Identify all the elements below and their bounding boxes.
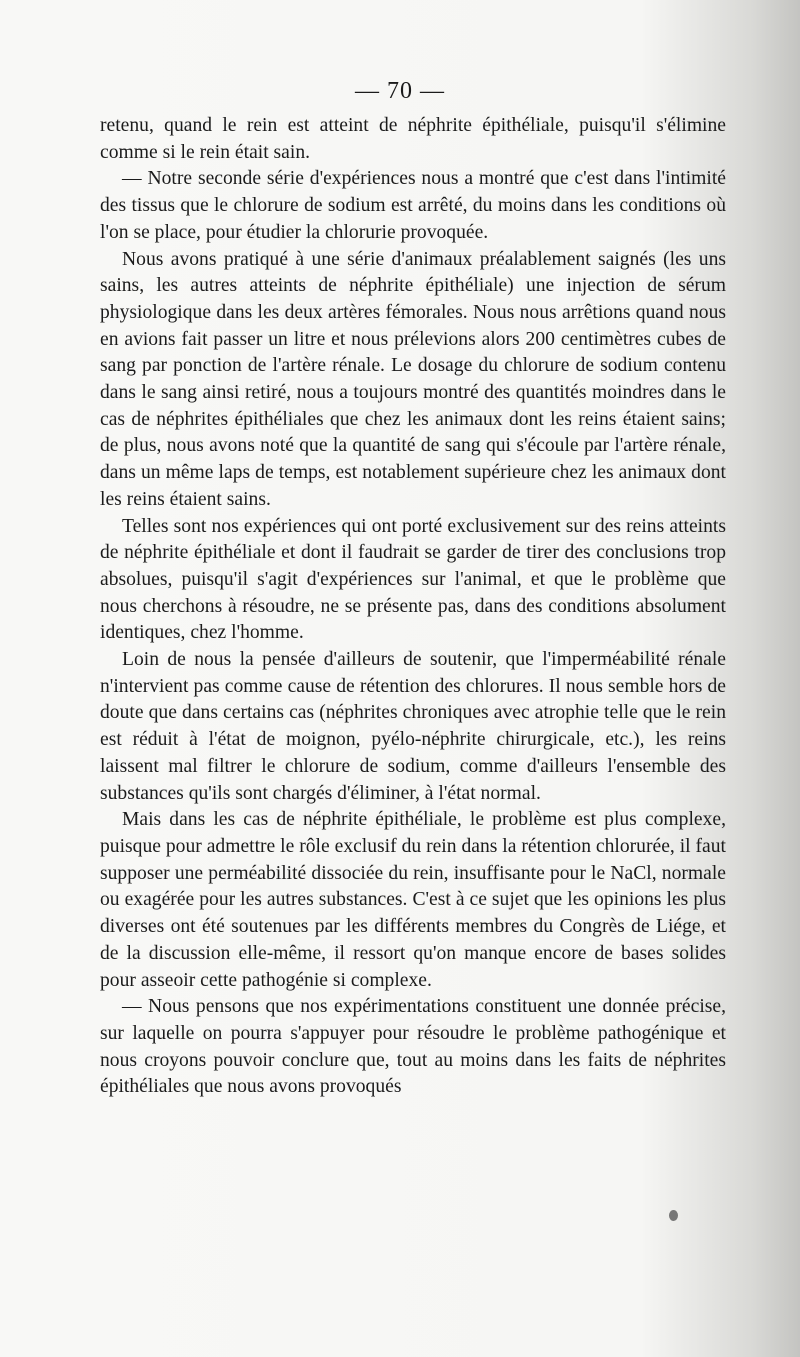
ink-speck <box>669 1210 678 1221</box>
paragraph: Nous avons pratiqué à une série d'animaux préalablement saignés (les uns sains, les autres atteints de néphrite épithéliale) une injection de sérum physiologique dans les deux artères fémorales. Nous nous arrêtions quand nous en avions fait passer un litre et nous prélevions alors 200 centimètres cubes de sang par ponction de l'artère rénale. Le dosage du chlorure de sodium contenu dans le sang ainsi retiré, nous a toujours montré des quantités moindres dans le cas de néphrites épithéliales que chez les animaux dont les reins étaient sains; de plus, nous avons noté que la quantité de sang qui s'écoule par l'artère rénale, dans un même laps de temps, est notablement supérieure chez les animaux dont les reins étaient sains. <box>100 248 726 510</box>
page-text-body <box>100 113 726 1101</box>
paragraph: Loin de nous la pensée d'ailleurs de soutenir, que l'imperméabilité rénale n'intervient pas comme cause de rétention des chlorures. Il nous semble hors de doute que dans certains cas (néphrites chroniques avec atrophie telle que le rein est réduit à l'état de moignon, pyélo-néphrite chirurgicale, etc.), les reins laissent mal filtrer le chlorure de sodium, comme d'ailleurs l'ensemble des substances qu'ils sont chargés d'éliminer, à l'état normal. <box>100 649 726 804</box>
paragraph: — Notre seconde série d'expériences nous a montré que c'est dans l'intimité des tissus que le chlorure de sodium est arrêté, du moins dans les conditions où l'on se place, pour étudier la chlorurie provoquée. <box>100 168 726 243</box>
paragraph: — Nous pensons que nos expérimentations constituent une donnée précise, sur laquelle on pourra s'appuyer pour résoudre le problème pathogénique et nous croyons pouvoir conclure que, tout au moins dans les faits de néphrites épithéliales que nous avons provoqués <box>100 996 726 1098</box>
paragraph: Telles sont nos expériences qui ont porté exclusivement sur des reins atteints de néphrite épithéliale et dont il faudrait se garder de tirer des conclusions trop absolues, puisqu'il s'agit d'expériences sur l'animal, et que le problème que nous cherchons à résoudre, ne se présente pas, dans des conditions absolument identiques, chez l'homme. <box>100 515 726 644</box>
paragraph-continuation: retenu, quand le rein est atteint de néphrite épithéliale, puisqu'il s'élimine comme si le rein était sain. <box>100 115 726 163</box>
page-number: — 70 — <box>355 78 445 104</box>
paragraph: Mais dans les cas de néphrite épithéliale, le problème est plus complexe, puisque pour admettre le rôle exclusif du rein dans la rétention chlorurée, il faut supposer une perméabilité dissociée du rein, insuffisante pour le NaCl, normale ou exagérée pour les autres substances. C'est à ce sujet que les opinions les plus diverses ont été soutenues par les différents membres du Congrès de Liége, et de la discussion elle-même, il ressort qu'on manque encore de bases solides pour asseoir cette pathogénie si complexe. <box>100 809 726 991</box>
